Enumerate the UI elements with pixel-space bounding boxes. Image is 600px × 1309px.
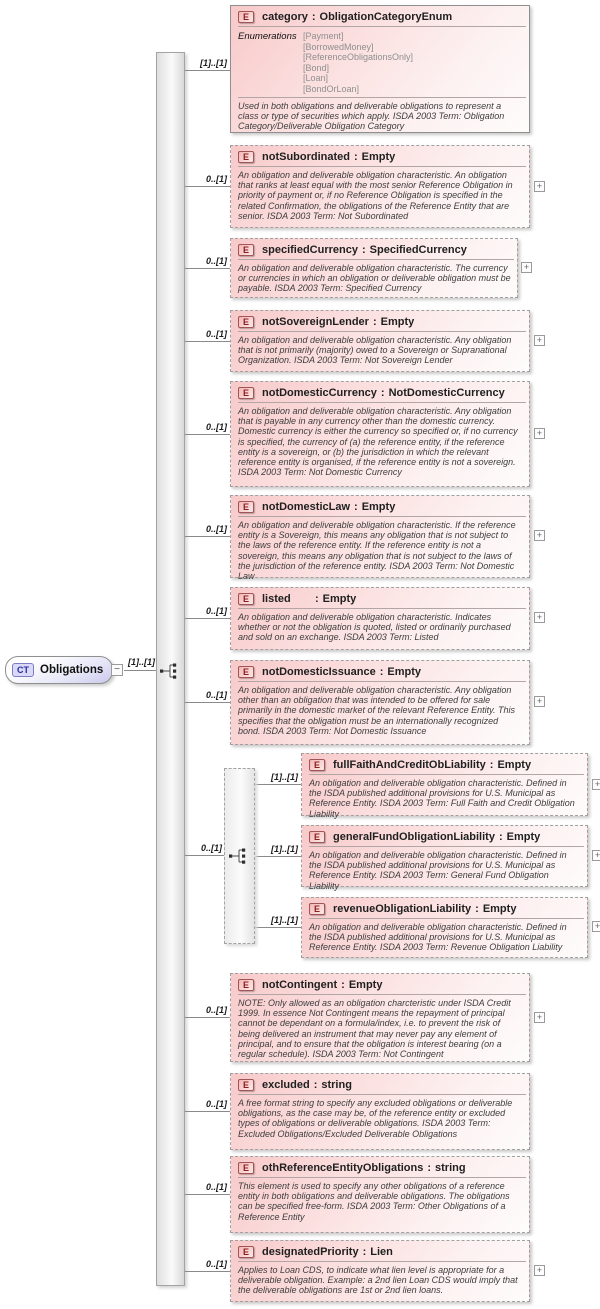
enumerations-section [231,27,529,97]
element-type: Empty [361,501,396,513]
cardinality-label: 0..[1] [205,422,227,432]
element-description: An obligation and deliverable obligation characteristic. An obligation that ranks at least equal with the most senior Reference Obligation in priority of payment or, if no Reference Obligation is specified in the related Confirmation, the obligations of the Reference Entity that are senior. ISDA 2003 Term: Not Subordinated [238,170,513,221]
element-name: generalFundObligationLiability [333,831,495,843]
element-name: notContingent [262,979,338,991]
element-type: Empty [361,151,396,163]
element-name: revenueObligationLiability [333,903,472,915]
element-box-notDomesticLaw[interactable] [230,495,530,582]
cardinality-label: 0..[1] [205,1005,227,1015]
enumeration-values [303,31,413,94]
colon-separator: : [361,244,366,256]
element-name: designatedPriority [262,1246,359,1258]
element-badge-icon: E [238,11,254,23]
element-badge-icon: E [238,979,254,991]
enumeration-value: [BondOrLoan] [303,83,360,94]
expand-button[interactable]: + [592,779,600,790]
element-description: An obligation and deliverable obligation characteristic. Any obligation that is payable in any currency other than the domestic currency. Domestic currency is either the currency so specified or, if no currency is specified, the currency of (a) the reference entity, if the reference entity is a sovereign, or (b) the jurisdiction in which the relevant reference entity is organised, if the reference entity is not a sovereign. ISDA 2003 Term: Not Domestic Currency [238,406,518,478]
collapse-button[interactable]: − [111,664,123,676]
colon-separator: : [354,501,358,513]
element-box-fullFaithAndCreditObLiability[interactable] [301,753,588,819]
enumeration-value: [ReferenceObligationsOnly] [303,52,414,62]
cardinality-label-group: 0..[1] [200,843,222,853]
element-description: Used in both obligations and deliverable obligations to represent a class or type of securities which apply. ISDA 2003 Term: Obligation Category/Deliverable Obligation Category [238,101,505,132]
element-box-notContingent[interactable] [230,973,530,1062]
element-box-othReferenceEntityObligations[interactable] [230,1156,530,1233]
element-description: An obligation and deliverable obligation characteristic. Any obligation other than an obligation that was intended to be offered for sale primarily in the domestic market of the relevant Reference Entity. This specifies that the obligation must be an internationally recognized bond. ISDA 2003 Term: Not Domestic Issuance [238,685,515,736]
element-type: ObligationCategoryEnum [319,11,453,23]
element-box-notDomesticCurrency[interactable] [230,381,530,487]
element-name: category [262,11,308,23]
element-box-generalFundObligationLiability[interactable] [301,825,588,891]
cardinality-label-root: [1]..[1] [128,657,155,667]
element-badge-icon: E [238,1246,254,1258]
element-box-category[interactable] [230,5,530,133]
colon-separator: : [311,11,316,23]
element-type: NotDomesticCurrency [388,387,505,399]
complextype-node-obligations[interactable] [5,656,113,684]
connector-line [185,1111,230,1112]
element-badge-icon: E [238,666,254,678]
expand-button[interactable]: + [534,335,545,346]
element-name: notDomesticIssuance [262,666,376,678]
element-box-notSovereignLender[interactable] [230,310,530,372]
element-type: Empty [506,831,541,843]
enumeration-value: [Payment] [303,31,344,41]
cardinality-label: 0..[1] [205,1099,227,1109]
group-compositor-icon[interactable] [228,847,252,865]
element-box-designatedPriority[interactable] [230,1240,530,1302]
element-description: An obligation and deliverable obligation characteristic. Indicates whether or not the obligation is quoted, listed or ordinarily purchased and sold on an exchange. ISDA 2003 Term: Listed [238,612,511,643]
cardinality-label: 0..[1] [205,524,227,534]
element-badge-icon: E [309,903,325,915]
connector-line [185,1194,230,1195]
colon-separator: : [315,593,319,605]
enumerations-label: Enumerations [238,31,297,42]
element-type: Lien [370,1246,393,1258]
connector-line [124,670,156,671]
expand-button[interactable]: + [592,921,600,932]
element-description: An obligation and deliverable obligation characteristic. Any obligation that is not primarily (majority) owed to a Sovereign or Supranational Organization. ISDA 2003 Term: Not Sovereign Lender [238,335,512,366]
element-badge-icon: E [238,151,254,163]
colon-separator: : [498,831,503,843]
element-badge-icon: E [238,501,254,513]
complextype-name: Obligations [40,664,104,676]
cardinality-label: 0..[1] [205,174,227,184]
element-description: This element is used to specify any other obligations of a reference entity in both obligations and deliverable obligations. The obligations can be specified free-form. ISDA 2003 Term: Other Obligations of a Reference Entity [238,1181,510,1222]
element-name: notSovereignLender [262,316,369,328]
element-name: listed [262,593,291,605]
connector-line [185,1017,230,1018]
colon-separator: : [313,1079,318,1091]
element-type: Empty [482,903,517,915]
colon-separator: : [475,903,479,915]
cardinality-label: [1]..[1] [271,915,298,925]
expand-button[interactable]: + [534,1265,545,1276]
colon-separator: : [372,316,377,328]
element-badge-icon: E [238,593,254,605]
colon-separator: : [380,387,385,399]
element-type: string [321,1079,352,1091]
element-description: An obligation and deliverable obligation characteristic. Defined in the ISDA published additional provisions for U.S. Municipal as Reference Entity. ISDA 2003 Term: Revenue Obligation Liability [309,922,567,953]
connector-line [185,1271,230,1272]
element-box-revenueObligationLiability[interactable] [301,897,588,958]
expand-button[interactable]: + [534,1012,545,1023]
element-header [231,6,529,26]
connector-line [255,927,301,928]
connector-line [255,784,301,785]
colon-separator: : [341,979,345,991]
complextype-badge-icon: CT [12,663,34,677]
element-description: Applies to Loan CDS, to indicate what lien level is appropriate for a deliverable obligation. Example: a 2nd lien Loan CDS would imply that the deliverable obligations are 1st or 2nd lien loans. [238,1265,518,1296]
element-type: Empty [387,666,421,678]
element-description: NOTE: Only allowed as an obligation charcteristic under ISDA Credit 1999. In essence Not Contingent means the repayment of principal cannot be dependant on a formula/index, i.e. to prevent the risk of being delivered an instrument that may never pay any element of principal, and to ensure that the obligation is interest bearing (on a regular schedule). ISDA 2003 Term: Not Contingent [238,998,511,1060]
element-name: excluded [262,1079,310,1091]
element-name: specifiedCurrency [262,244,358,256]
expand-button[interactable]: + [592,850,600,861]
colon-separator: : [489,759,494,771]
expand-button[interactable]: + [521,262,532,273]
connector-line [185,855,224,856]
expand-button[interactable]: + [534,181,545,192]
element-type: SpecifiedCurrency [369,244,467,256]
element-description: An obligation and deliverable obligation characteristic. If the reference entity is a Sovereign, this means any obligation that is not subject to the laws of the reference entity. If the reference entity is not a sovereign, this means any obligation that is not subject to the laws of the jurisdiction of the reference entity. ISDA 2003 Term: Not Domestic Law [238,520,516,582]
element-description: An obligation and deliverable obligation characteristic. Defined in the ISDA published additional provisions for U.S. Municipal as Reference Entity. ISDA 2003 Term: Full Faith and Credit Obligation Liability [309,778,575,819]
element-type: Empty [348,979,383,991]
element-description: An obligation and deliverable obligation characteristic. The currency or currencies in which an obligation or deliverable obligation must be payable. ISDA 2003 Term: Specified Currency [238,263,511,294]
element-name: othReferenceEntityObligations [262,1162,424,1174]
element-type: Empty [380,316,415,328]
cardinality-label: 0..[1] [205,606,227,616]
cardinality-label: [1]..[1] [271,772,298,782]
cardinality-label: [1]..[1] [271,844,298,854]
element-box-notSubordinated[interactable] [230,145,530,228]
element-badge-icon: E [238,387,254,399]
element-name: notDomesticLaw [262,501,351,513]
element-badge-icon: E [238,1162,254,1174]
connector-line [255,856,301,857]
expand-button[interactable]: + [534,612,545,623]
element-name: fullFaithAndCreditObLiability [333,759,486,771]
element-badge-icon: E [238,316,254,328]
cardinality-label: 0..[1] [205,690,227,700]
connector-line [185,536,230,537]
element-badge-icon: E [238,1079,254,1091]
enumeration-value: [BorrowedMoney] [303,41,374,52]
connector-line [185,268,230,269]
element-type: Empty [497,759,532,771]
expand-button[interactable]: + [534,530,545,541]
element-name: notDomesticCurrency [262,387,377,399]
element-box-listed[interactable] [230,587,530,650]
enumeration-value: [Loan] [303,73,329,83]
element-name: notSubordinated [262,151,350,163]
colon-separator: : [427,1162,432,1174]
element-box-excluded[interactable] [230,1073,530,1150]
connector-line [185,618,230,619]
cardinality-label: [1]..[1] [200,58,227,68]
connector-line [185,70,230,71]
expand-button[interactable]: + [534,696,545,707]
element-description: A free format string to specify any excluded obligations or deliverable obligations, as the case may be, of the reference entity or excluded types of obligations or deliverable obligations. ISDA 2003 Term: Excluded Obligations/Excluded Deliverable Obligations [238,1098,513,1139]
cardinality-label: 0..[1] [205,1182,227,1192]
element-badge-icon: E [309,759,325,771]
colon-separator: : [379,666,384,678]
element-type: string [435,1162,466,1174]
sequence-compositor-icon[interactable] [159,662,183,680]
element-badge-icon: E [238,244,254,256]
colon-separator: : [354,151,358,163]
element-description: An obligation and deliverable obligation characteristic. Defined in the ISDA published additional provisions for U.S. Municipal as Reference Entity. ISDA 2003 Term: General Fund Obligation Liability [309,850,567,891]
expand-button[interactable]: + [534,428,545,439]
connector-line [185,702,230,703]
colon-separator: : [362,1246,367,1258]
element-box-notDomesticIssuance[interactable] [230,660,530,745]
element-type: Empty [322,593,357,605]
connector-line [185,186,230,187]
cardinality-label: 0..[1] [205,329,227,339]
cardinality-label: 0..[1] [205,1259,227,1269]
connector-line [185,434,230,435]
element-badge-icon: E [309,831,325,843]
element-box-specifiedCurrency[interactable] [230,238,518,298]
enumeration-value: [Bond] [303,62,330,73]
connector-line [185,341,230,342]
cardinality-label: 0..[1] [205,256,227,266]
